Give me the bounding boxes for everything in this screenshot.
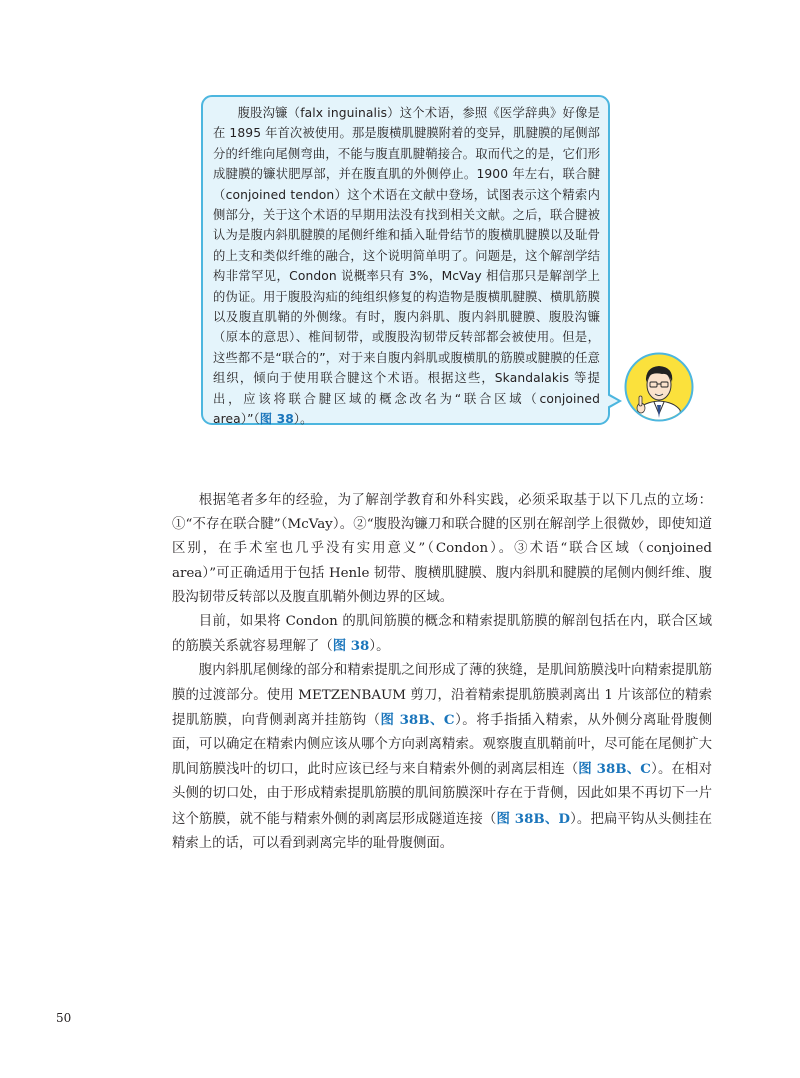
paragraph-3: 腹内斜肌尾侧缘的部分和精索提肌之间形成了薄的狭缝，是肌间筋膜浅叶向精索提肌筋膜的过渡部分。使用 METZENBAUM 剪刀，沿着精索提肌筋膜剥离出 1 片该部位的精索提肌筋膜，向背侧剥离并挂筋钩（图 38B、C）。将手指插入精索，从外侧分离耻骨腹侧面，可以确定在精索内侧应该从哪个方向剥离精索。观察腹直肌鞘前叶，尽可能在尾侧扩大肌间筋膜浅叶的切口，此时应该已经与来自精索外侧的剥离层相连（图 38B、C）。在相对头侧的切口处，由于形成精索提肌筋膜的肌间筋膜深叶存在于背侧，因此如果不再切下一片这个筋膜，就不能与精索外侧的剥离层形成隧道连接（图 38B、D）。把扁平钩从头侧挂在精索上的话，可以看到剥离完毕的耻骨腹侧面。 bbox=[172, 663, 712, 851]
figure-reference[interactable]: 图 38B、C bbox=[380, 711, 455, 728]
figure-reference[interactable]: 图 38B、C bbox=[578, 761, 651, 778]
paragraph-2: 目前，如果将 Condon 的肌间筋膜的概念和精索提肌筋膜的解剖包括在内，联合区域的筋膜关系就容易理解了（图 38）。 bbox=[172, 614, 712, 655]
figure-reference[interactable]: 图 38 bbox=[259, 412, 294, 427]
page-number: 50 bbox=[56, 1011, 72, 1025]
paragraph-1: 根据笔者多年的经验，为了解剖学教育和外科实践，必须采取基于以下几点的立场：①“不存在联合腱”（McVay）。②“腹股沟镰刀和联合腱的区别在解剖学上很微妙，即使知道区别，在手术室也几乎没有实用意义”（Condon）。③术语“联合区域（conjoined area）”可正确适用于包括 Henle 韧带、腹横肌腱膜、腹内斜肌和腱膜的尾侧内侧纤维、腹股沟韧带反转部以及腹直肌鞘外侧边界的区域。 bbox=[172, 493, 712, 605]
figure-reference[interactable]: 图 38B、D bbox=[496, 810, 570, 827]
commentary-text: 腹股沟镰（falx inguinalis）这个术语，参照《医学辞典》好像是在 1895 年首次被使用。那是腹横肌腱膜附着的变异，肌腱膜的尾侧部分的纤维向尾侧弯曲，不能与腹直肌腱鞘接合。取而代之的是，它们形成腱膜的镰状肥厚部，并在腹直肌的外侧停止。1900 年左右，联合腱（conjoined tendon）这个术语在文献中登场，试图表示这个精索内侧部分，关于这个术语的早期用法没有找到相关文献。之后，联合腱被认为是腹内斜肌腱膜的尾侧纤维和插入耻骨结节的腹横肌腱膜以及耻骨的上支和类似纤维的融合，这个说明简单明了。问题是，这个解剖学结构非常罕见，Condon 说概率只有 3%，McVay 相信那只是解剖学上的伪证。用于腹股沟疝的纯组织修复的构造物是腹横肌腱膜、横肌筋膜以及腹直肌鞘的外侧缘。有时，腹内斜肌、腹内斜肌腱膜、腹股沟镰（原本的意思）、椎间韧带，或腹股沟韧带反转部都会被使用。但是，这些都不是“联合的”，对于来自腹内斜肌或腹横肌的筋膜或腱膜的任意组织，倾向于使用联合腱这个术语。根据这些，Skandalakis 等提出，应该将联合腱区域的概念改名为“联合区域（conjoined area）”（图 38）。 bbox=[213, 106, 600, 427]
figure-reference[interactable]: 图 38 bbox=[332, 638, 370, 655]
author-avatar-icon bbox=[624, 352, 694, 422]
commentary-speech-bubble bbox=[201, 95, 610, 425]
main-body-text bbox=[172, 489, 712, 856]
